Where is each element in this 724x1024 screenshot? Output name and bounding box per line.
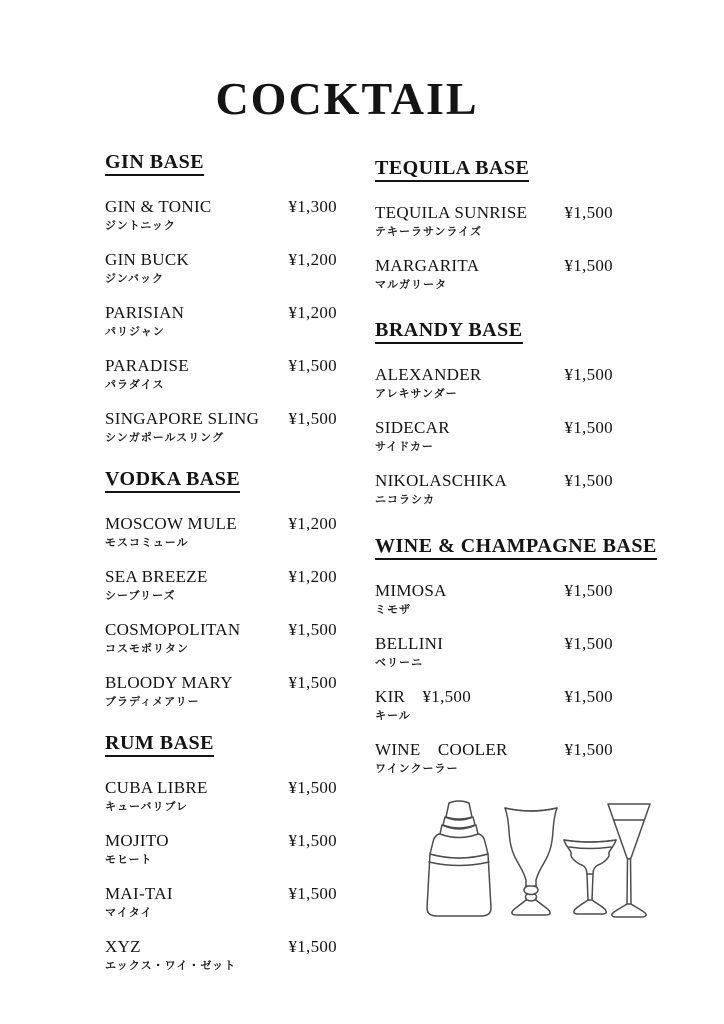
item-price: ¥1,500 (288, 937, 337, 956)
item-kana: キューバリブレ (105, 800, 189, 813)
menu-column-left (105, 150, 337, 995)
section-heading: WINE & CHAMPAGNE BASE (375, 534, 657, 560)
item-name: MARGARITA (375, 256, 480, 275)
item-price: ¥1,500 (288, 778, 337, 797)
menu-item (105, 302, 337, 339)
cocktail-shaker-icon (427, 801, 491, 916)
item-price: ¥1,300 (288, 197, 337, 216)
menu-item (375, 470, 613, 507)
menu-item (105, 672, 337, 709)
item-kana: モスコミュール (105, 536, 189, 549)
section-brandy-base (375, 318, 613, 507)
item-kana: ミモザ (375, 603, 411, 616)
section-gin-base (105, 150, 337, 445)
item-name: PARADISE (105, 356, 189, 375)
hurricane-glass-icon (505, 808, 557, 915)
item-kana: シーブリーズ (105, 589, 176, 602)
item-price: ¥1,500 (564, 203, 613, 222)
item-kana: キール (375, 709, 411, 722)
menu-item (105, 408, 337, 445)
item-kana: マルガリータ (375, 278, 447, 291)
item-name: XYZ (105, 937, 141, 956)
item-name: ALEXANDER (375, 365, 482, 384)
item-name: COSMOPOLITAN (105, 620, 241, 639)
item-kana: パラダイス (105, 378, 165, 391)
item-name: BELLINI (375, 634, 444, 653)
item-price: ¥1,500 (564, 687, 613, 706)
item-price: ¥1,500 (564, 418, 613, 437)
section-heading: TEQUILA BASE (375, 156, 529, 182)
menu-item (375, 255, 613, 292)
item-price: ¥1,200 (288, 303, 337, 322)
item-kana: ベリーニ (375, 656, 423, 669)
section-rum-base (105, 731, 337, 973)
item-kana: ジンバック (105, 272, 164, 285)
item-price: ¥1,200 (288, 567, 337, 586)
section-heading: VODKA BASE (105, 467, 240, 493)
item-kana: ブラディメアリー (105, 695, 200, 708)
item-name: GIN BUCK (105, 250, 190, 269)
item-name: SEA BREEZE (105, 567, 208, 586)
item-kana: エックス・ワイ・ゼット (105, 959, 237, 972)
menu-item (105, 777, 337, 814)
martini-glass-icon (608, 804, 650, 917)
item-price: ¥1,200 (288, 514, 337, 533)
menu-item (105, 830, 337, 867)
item-price: ¥1,500 (288, 409, 337, 428)
item-kana: アレキサンダー (375, 387, 458, 400)
item-price: ¥1,500 (564, 256, 613, 275)
section-heading: GIN BASE (105, 150, 204, 176)
item-price: ¥1,200 (288, 250, 337, 269)
item-price: ¥1,500 (564, 471, 613, 490)
section-wine-champagne-base (375, 534, 657, 776)
menu-column-right (375, 156, 657, 928)
glassware-illustration (411, 798, 651, 928)
item-kana: ニコラシカ (375, 493, 435, 506)
section-vodka-base (105, 467, 337, 709)
item-name: SINGAPORE SLING (105, 409, 260, 428)
item-kana: ジントニック (105, 219, 176, 232)
item-name: GIN & TONIC (105, 197, 212, 216)
menu-item (375, 202, 613, 239)
item-name: KIR ¥1,500 (375, 687, 472, 706)
menu-item (105, 355, 337, 392)
page-title: COCKTAIL (215, 73, 479, 124)
menu-item (375, 633, 613, 670)
menu-item (375, 686, 613, 723)
item-price: ¥1,500 (288, 356, 337, 375)
item-kana: パリジャン (105, 325, 165, 338)
item-kana: モヒート (105, 853, 153, 866)
menu-item (375, 739, 613, 776)
item-price: ¥1,500 (564, 581, 613, 600)
item-name: MAI-TAI (105, 884, 173, 903)
item-price: ¥1,500 (564, 740, 613, 759)
section-heading: BRANDY BASE (375, 318, 523, 344)
item-name: CUBA LIBRE (105, 778, 208, 797)
item-price: ¥1,500 (564, 634, 613, 653)
item-name: MIMOSA (375, 581, 447, 600)
item-kana: テキーラサンライズ (375, 225, 483, 238)
item-price: ¥1,500 (288, 884, 337, 903)
item-name: MOSCOW MULE (105, 514, 237, 533)
item-name: NIKOLASCHIKA (375, 471, 508, 490)
menu-item (105, 936, 337, 973)
menu-item (105, 513, 337, 550)
menu-item (105, 196, 337, 233)
margarita-glass-icon (564, 840, 616, 914)
item-price: ¥1,500 (288, 620, 337, 639)
item-name: SIDECAR (375, 418, 450, 437)
item-kana: サイドカー (375, 440, 434, 453)
menu-item (375, 417, 613, 454)
item-kana: マイタイ (105, 906, 153, 919)
item-name: BLOODY MARY (105, 673, 233, 692)
item-kana: コスモポリタン (105, 642, 189, 655)
section-heading: RUM BASE (105, 731, 214, 757)
menu-item (105, 619, 337, 656)
section-tequila-base (375, 156, 613, 292)
menu-item (375, 364, 613, 401)
item-name: PARISIAN (105, 303, 185, 322)
item-name: TEQUILA SUNRISE (375, 203, 528, 222)
menu-item (375, 580, 613, 617)
item-name: WINE COOLER (375, 740, 508, 759)
item-kana: ワインクーラー (375, 762, 459, 775)
item-price: ¥1,500 (288, 673, 337, 692)
item-name: MOJITO (105, 831, 169, 850)
item-price: ¥1,500 (288, 831, 337, 850)
menu-item (105, 883, 337, 920)
menu-item (105, 249, 337, 286)
item-kana: シンガポールスリング (105, 431, 224, 444)
item-price: ¥1,500 (564, 365, 613, 384)
menu-item (105, 566, 337, 603)
